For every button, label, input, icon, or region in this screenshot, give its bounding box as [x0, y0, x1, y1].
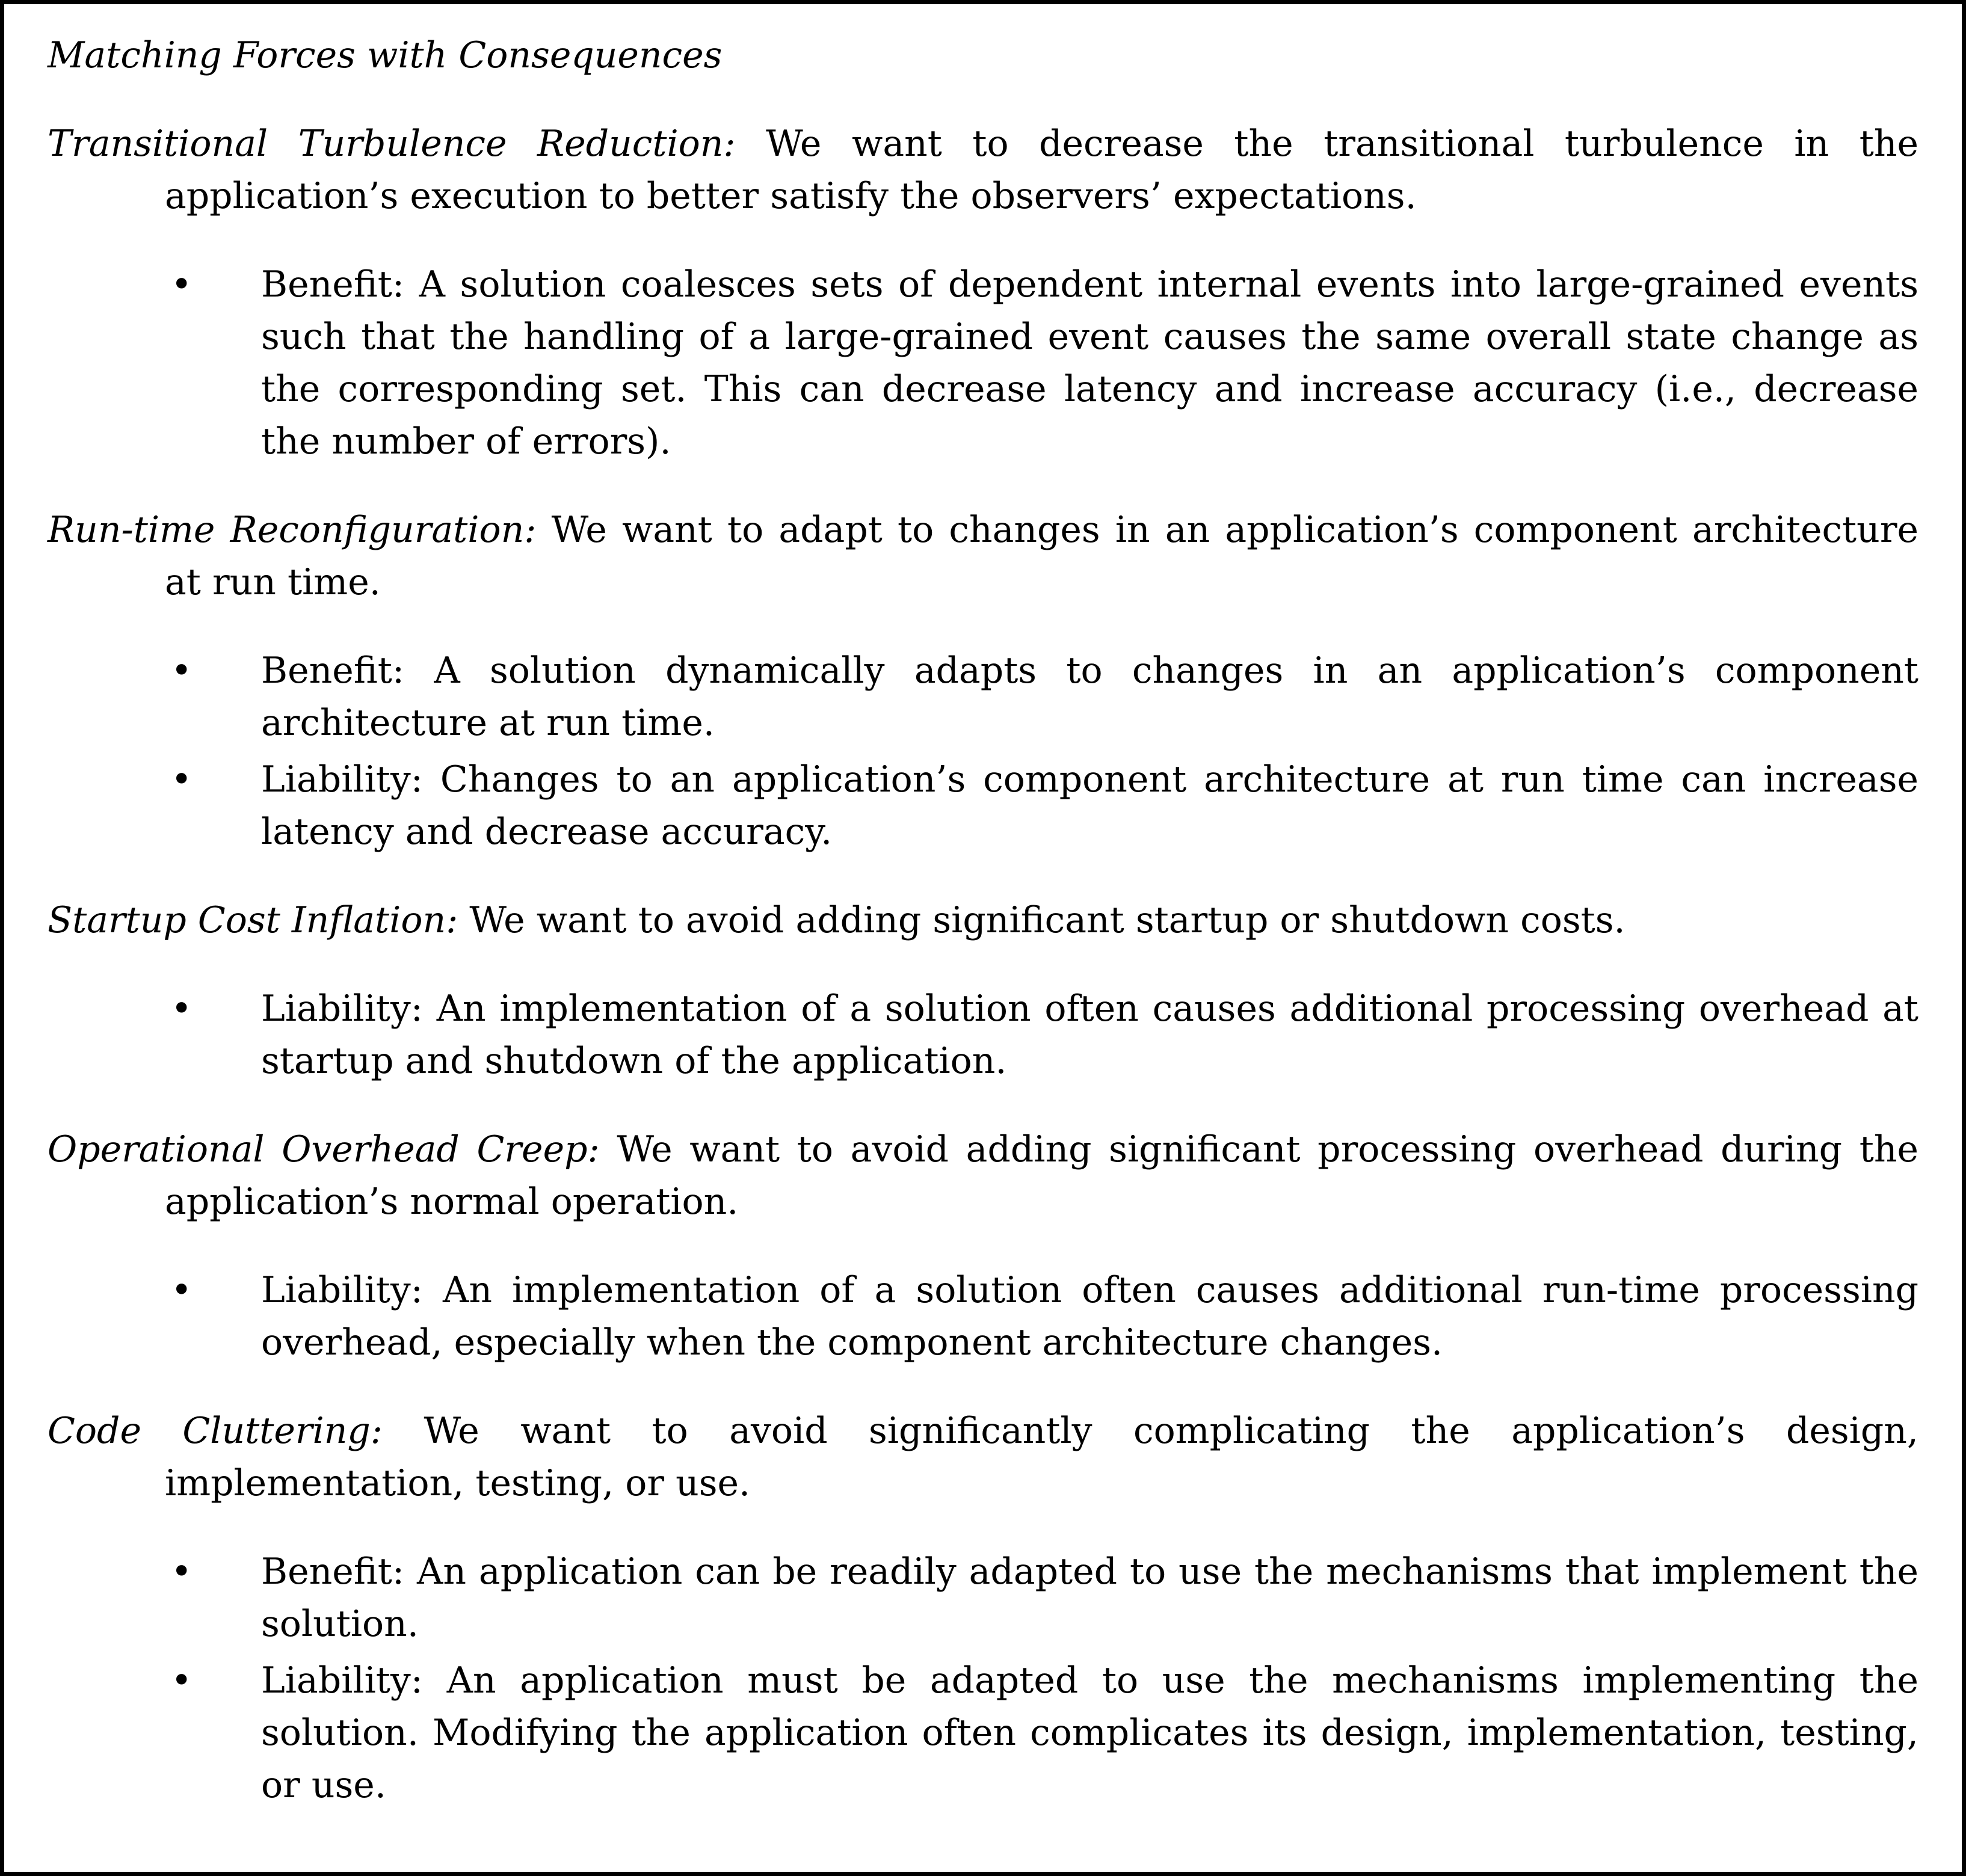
consequence-text: Liability: An implementation of a solution often causes additional processing overhead at startup and shutdown of the application.	[261, 988, 1918, 1083]
consequence-text: Benefit: An application can be readily adapted to use the mechanisms that implement the solution.	[261, 1551, 1918, 1646]
force-text: We want to avoid significantly complicating the application’s design, implementation, testing, or use.	[165, 1410, 1918, 1505]
list-item	[48, 754, 1918, 858]
force-text: We want to decrease the transitional turbulence in the application’s execution to better satisfy the observers’ expectations.	[165, 123, 1918, 217]
list-item	[48, 645, 1918, 749]
bullet-icon: •	[171, 263, 193, 306]
consequence-list	[48, 1264, 1918, 1369]
force-statement	[48, 504, 1918, 609]
bullet-icon: •	[171, 988, 193, 1030]
force-operational-overhead-creep	[48, 1124, 1918, 1369]
force-label: Startup Cost Inflation:	[48, 899, 458, 942]
bullet-icon: •	[171, 1551, 193, 1593]
consequence-text: Benefit: A solution coalesces sets of dependent internal events into large-grained events such that the handling of a large-grained event causes the same overall state change as the corresponding set. This can decrease latency and increase accuracy (i.e., decrease the number of errors).	[261, 263, 1918, 463]
bullet-icon: •	[171, 1659, 193, 1702]
force-label: Run-time Reconfiguration:	[48, 509, 537, 551]
force-code-cluttering	[48, 1405, 1918, 1812]
force-transitional-turbulence-reduction	[48, 118, 1918, 468]
consequence-text: Liability: An implementation of a solution often causes additional run-time processing overhead, especially when the component architecture changes.	[261, 1269, 1918, 1364]
list-item	[48, 1655, 1918, 1812]
force-statement	[48, 894, 1918, 947]
list-item	[48, 1546, 1918, 1650]
force-statement	[48, 1124, 1918, 1228]
force-label: Code Cluttering:	[48, 1410, 383, 1453]
list-item	[48, 983, 1918, 1087]
bullet-icon: •	[171, 758, 193, 801]
box-title: Matching Forces with Consequences	[48, 34, 723, 76]
consequence-list	[48, 983, 1918, 1087]
consequence-list	[48, 645, 1918, 858]
force-label: Operational Overhead Creep:	[48, 1128, 600, 1171]
consequence-text: Liability: Changes to an application’s component architecture at run time can increase latency and decrease accuracy.	[261, 758, 1918, 853]
force-text: We want to avoid adding significant startup or shutdown costs.	[469, 899, 1625, 942]
force-statement	[48, 118, 1918, 223]
bullet-icon: •	[171, 1269, 193, 1312]
list-item	[48, 1264, 1918, 1369]
consequence-text: Benefit: A solution dynamically adapts to changes in an application’s component architecture at run time.	[261, 650, 1918, 744]
bullet-icon: •	[171, 650, 193, 692]
force-label: Transitional Turbulence Reduction:	[48, 123, 736, 165]
force-run-time-reconfiguration	[48, 504, 1918, 858]
list-item	[48, 259, 1918, 468]
force-statement	[48, 1405, 1918, 1510]
consequence-text: Liability: An application must be adapted to use the mechanisms implementing the solution. Modifying the application often complicates its design, implementation, testing, or use.	[261, 1659, 1918, 1807]
force-text: We want to adapt to changes in an application’s component architecture at run time.	[165, 509, 1919, 603]
consequence-list	[48, 259, 1918, 468]
force-startup-cost-inflation	[48, 894, 1918, 1087]
consequence-list	[48, 1546, 1918, 1812]
force-text: We want to avoid adding significant processing overhead during the application’s normal operation.	[165, 1128, 1918, 1223]
